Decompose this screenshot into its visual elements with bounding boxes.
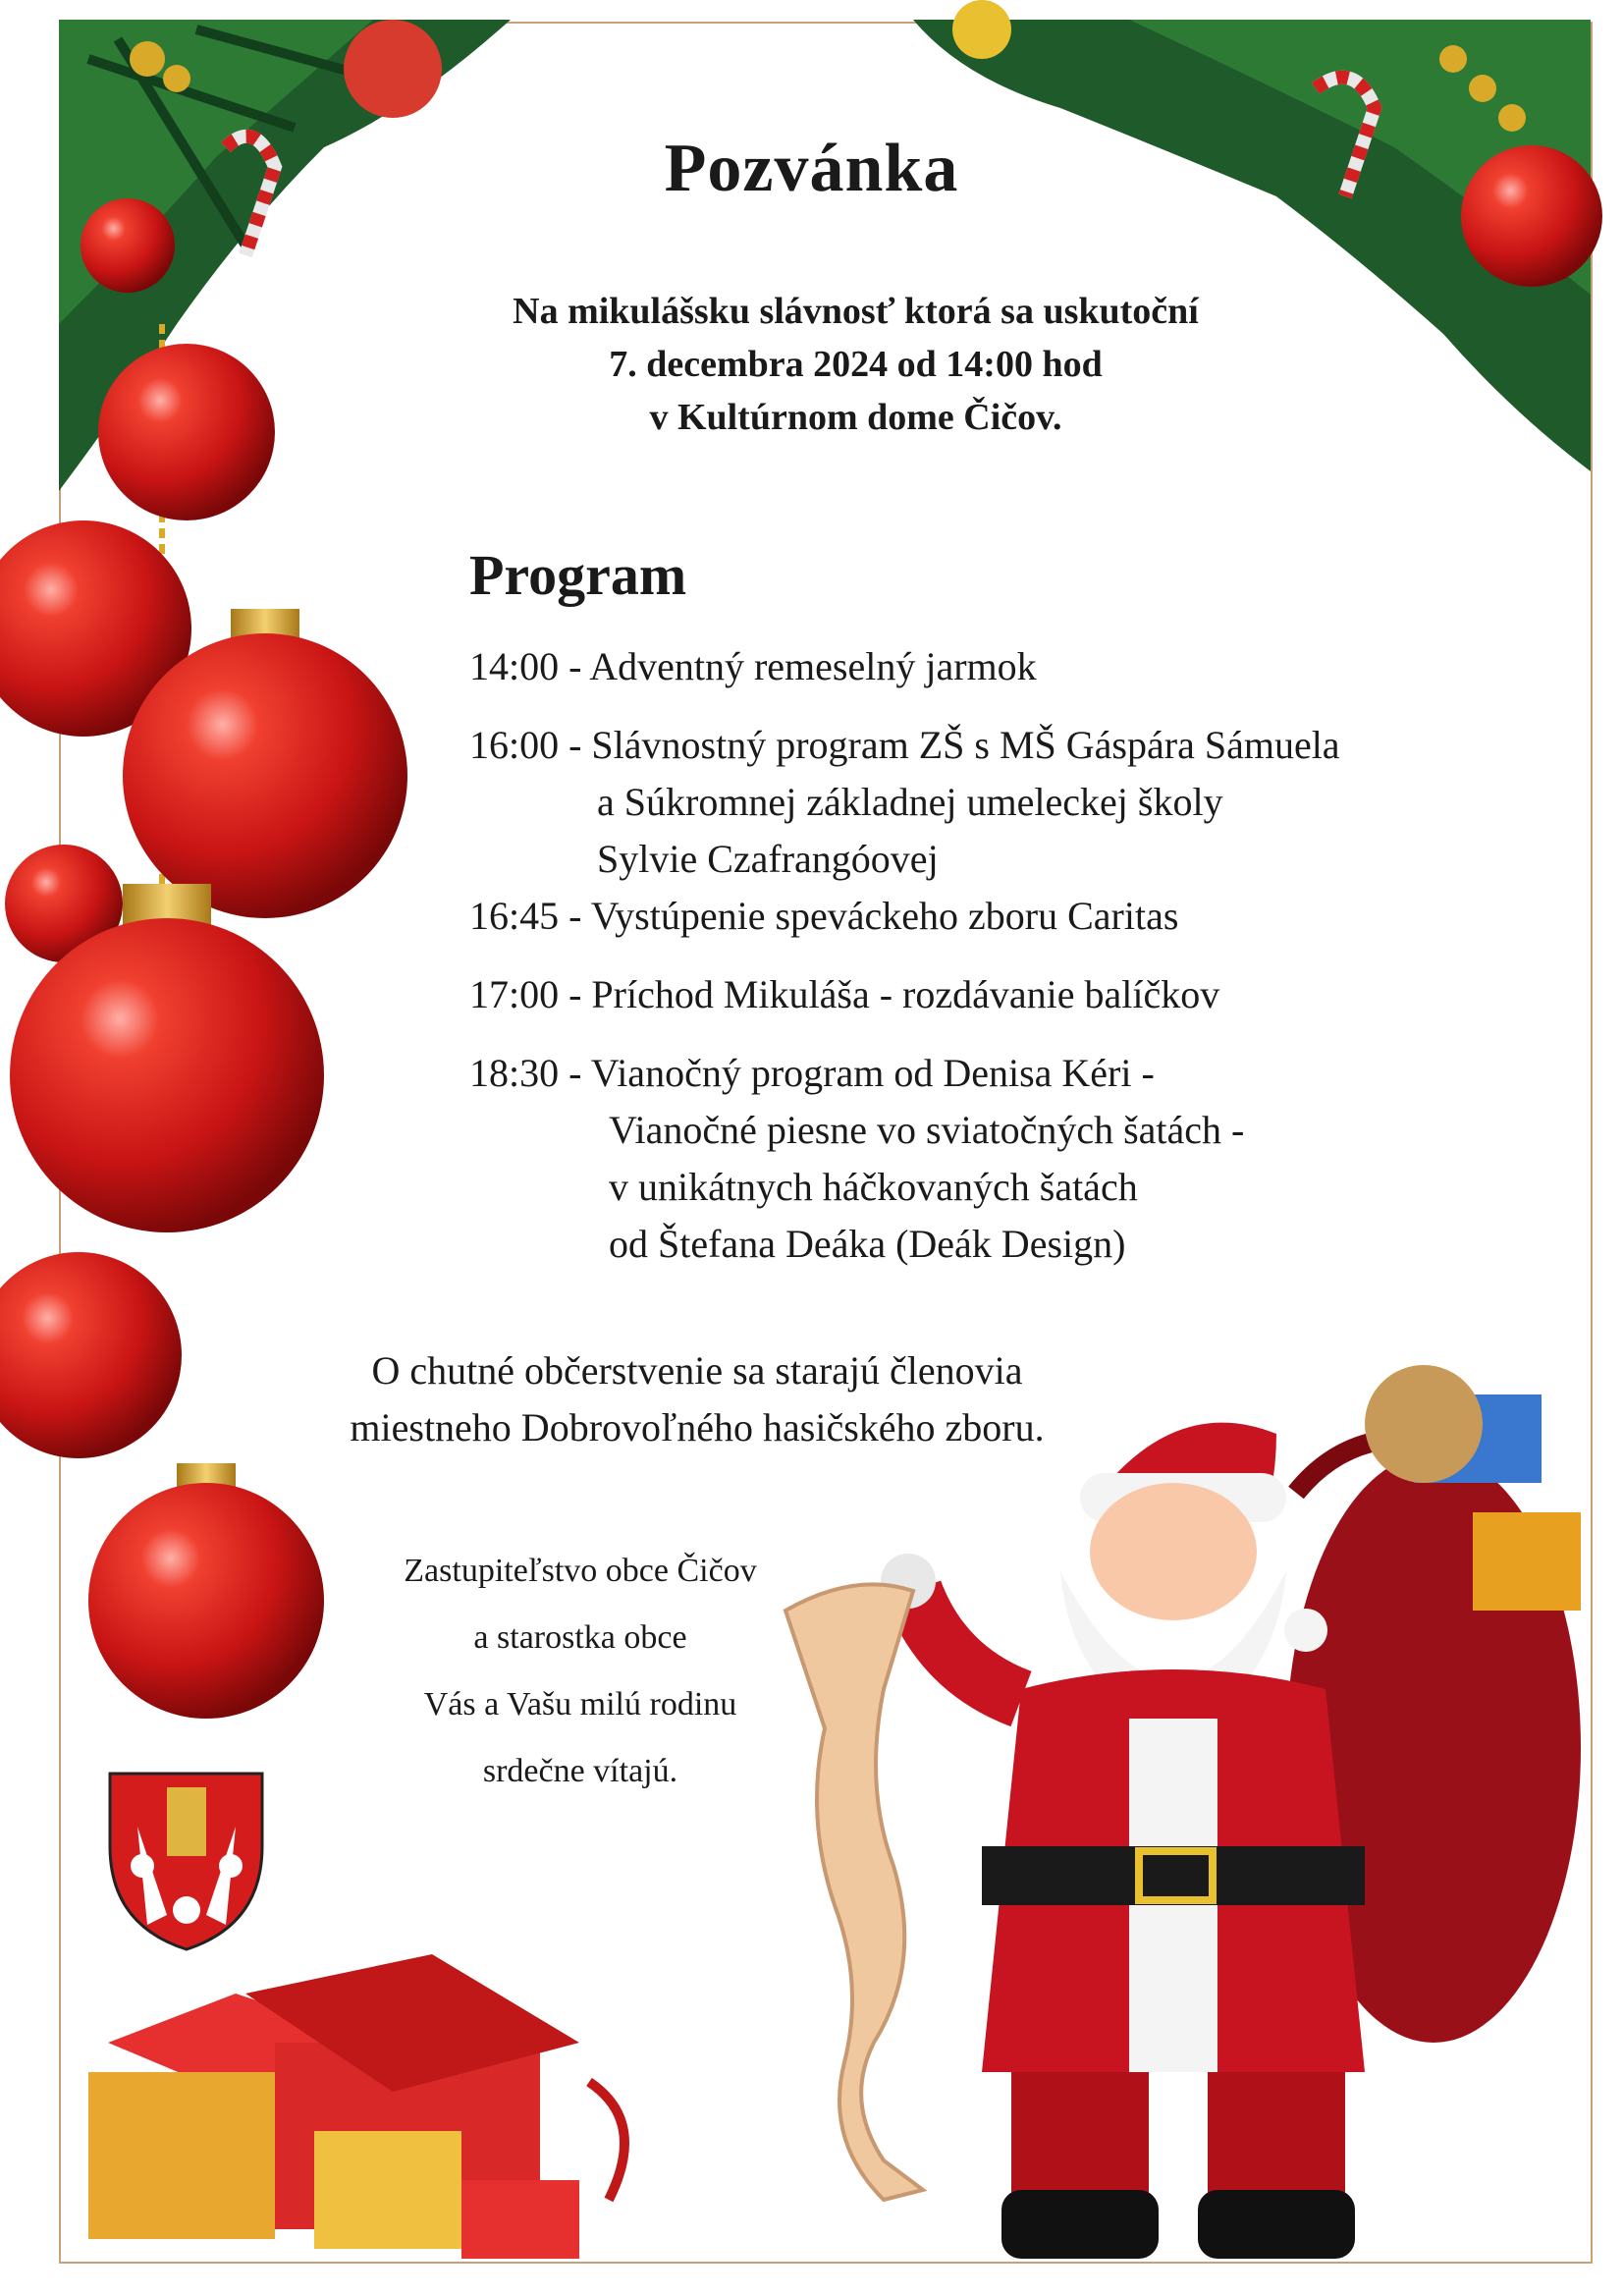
program-item-1600: 16:00 - Slávnostný program ZŠ s MŠ Gáspára Sámuela: [469, 723, 1340, 767]
intro-line: v Kultúrnom dome Čičov.: [649, 397, 1062, 438]
christmas-ornaments-left-icon: [0, 324, 407, 1719]
closing-line: a starostka obce: [473, 1619, 687, 1656]
program-item-continuation: a Súkromnej základnej umeleckej školy: [597, 780, 1223, 824]
refreshments-line: O chutné občerstvenie sa starajú členovia: [371, 1348, 1023, 1393]
closing-greeting: [0, 1538, 1161, 1805]
refreshments-line: miestneho Dobrovoľného hasičského zboru.: [350, 1405, 1045, 1449]
invitation-intro: [0, 285, 1623, 444]
refreshments-note: [0, 1342, 1394, 1456]
program-item-1830: 18:30 - Vianočný program od Denisa Kéri -: [469, 1051, 1155, 1095]
program-item-continuation: od Štefana Deáka (Deák Design): [609, 1222, 1126, 1266]
closing-line: Vás a Vašu milú rodinu: [423, 1686, 737, 1722]
page-title: Pozvánka: [664, 131, 959, 206]
program-item-1400: 14:00 - Adventný remeselný jarmok: [469, 644, 1037, 688]
gift-boxes-icon: [88, 1954, 624, 2259]
intro-line: Na mikulášsku slávnosť ktorá sa uskutoční: [513, 291, 1199, 332]
santa-claus-icon: [785, 1365, 1581, 2259]
program-item-continuation: Vianočné piesne vo sviatočných šatách -: [609, 1108, 1245, 1152]
program-heading: Program: [469, 543, 687, 607]
closing-line: srdečne vítajú.: [482, 1753, 678, 1789]
closing-line: Zastupiteľstvo obce Čičov: [404, 1553, 757, 1589]
program-item-continuation: v unikátnych háčkovaných šatách: [609, 1165, 1138, 1209]
program-item-continuation: Sylvie Czafrangóovej: [597, 837, 939, 881]
program-item-1700: 17:00 - Príchod Mikuláša - rozdávanie balíčkov: [469, 972, 1220, 1016]
program-item-1645: 16:45 - Vystúpenie speváckeho zboru Caritas: [469, 894, 1179, 938]
intro-line: 7. decembra 2024 od 14:00 hod: [609, 344, 1103, 385]
